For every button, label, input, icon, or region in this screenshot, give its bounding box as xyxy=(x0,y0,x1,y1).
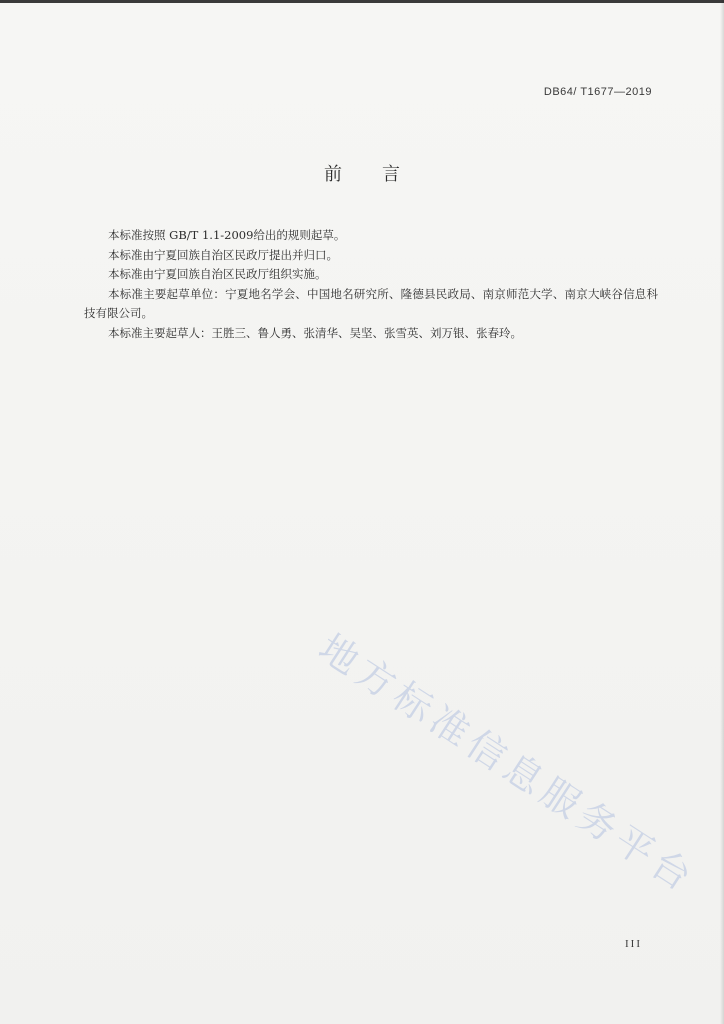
paragraph-implementer: 本标准由宁夏回族自治区民政厅组织实施。 xyxy=(108,267,327,281)
scan-right-shadow xyxy=(720,0,724,1024)
document-code: DB64/ T1677—2019 xyxy=(543,86,652,98)
paragraph-drafting-units: 本标准主要起草单位：宁夏地名学会、中国地名研究所、隆德县民政局、南京师范大学、南京大峡谷信息科技有限公司。 xyxy=(84,286,658,320)
paragraph-drafters: 本标准主要起草人：王胜三、鲁人勇、张清华、吴坚、张雪英、刘万银、张春玲。 xyxy=(108,325,522,340)
scan-top-border xyxy=(0,0,724,3)
paragraph-proposer: 本标准由宁夏回族自治区民政厅提出并归口。 xyxy=(108,247,338,262)
page-title: 前言 xyxy=(324,164,440,185)
paragraph-drafting-rules: 本标准按照 GB/T 1.1-2009给出的规则起草。 xyxy=(108,228,346,242)
watermark-text: 地方标准信息服务平台 xyxy=(311,625,705,903)
foreword-body xyxy=(84,226,658,343)
page-number: III xyxy=(625,938,642,950)
